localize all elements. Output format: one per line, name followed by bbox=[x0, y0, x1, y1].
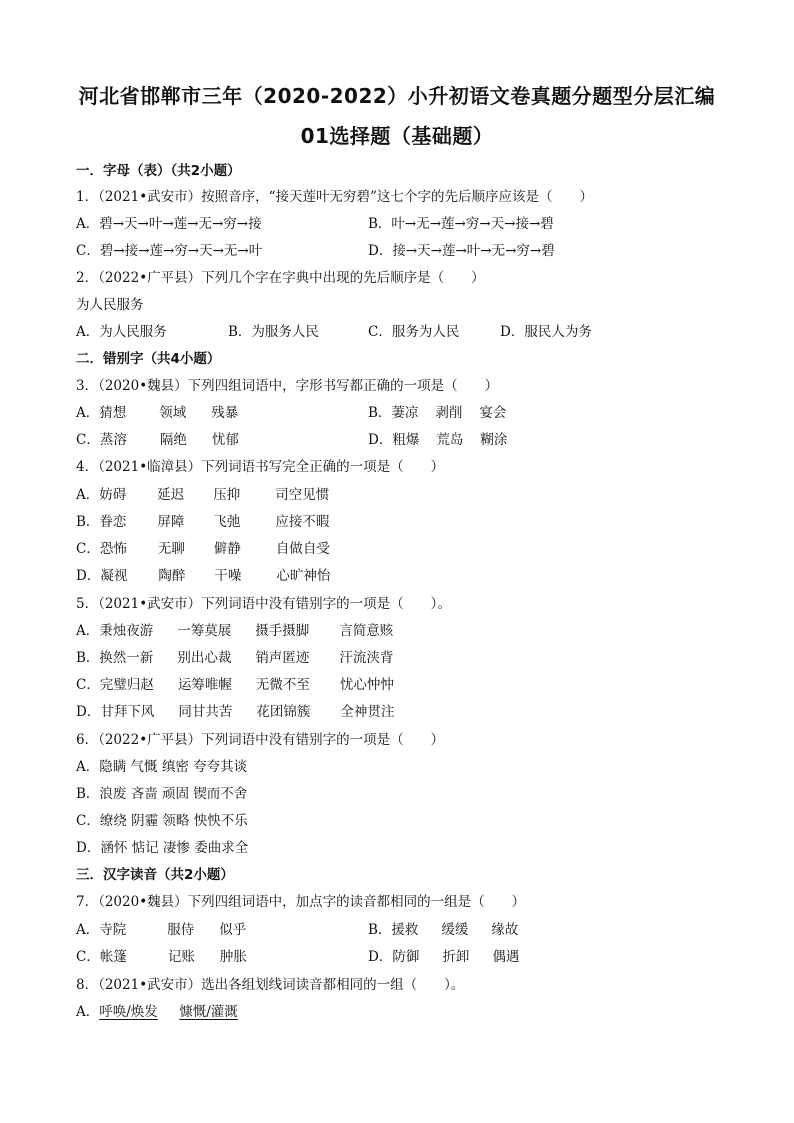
option-word: 荒岛 bbox=[436, 432, 464, 448]
option-word: 寺院 bbox=[99, 922, 127, 938]
question-3-option-b bbox=[368, 404, 506, 422]
option-word: 应接不暇 bbox=[275, 514, 330, 530]
option-label: C． bbox=[76, 541, 100, 557]
option-word: 完璧归赵 bbox=[99, 677, 154, 693]
option-word: 无微不至 bbox=[255, 677, 310, 693]
option-word: 残暴 bbox=[211, 405, 239, 421]
question-7-option-a bbox=[76, 921, 246, 939]
question-7-option-d bbox=[368, 948, 519, 966]
question-8-option-a bbox=[76, 1003, 238, 1021]
option-word: 蒸溶 bbox=[99, 432, 127, 448]
question-1-option-d: D．接→天→莲→叶→无→穷→碧 bbox=[368, 243, 555, 259]
question-7-stem: 7．（2020•魏县）下列四组词语中，加点字的读音都相同的一组是（ ） bbox=[76, 894, 526, 910]
question-5-stem: 5．（2021•武安市）下列词语中没有错别字的一项是（ ）。 bbox=[76, 596, 451, 612]
option-label: A． bbox=[76, 623, 100, 639]
option-word: 似乎 bbox=[219, 922, 247, 938]
section-heading-2: 二．错别字（共4小题） bbox=[76, 351, 221, 367]
option-word: 妨碍 bbox=[99, 487, 127, 503]
question-5-option-a bbox=[76, 622, 393, 640]
question-3-option-a bbox=[76, 404, 238, 422]
option-word: 缓缓 bbox=[441, 922, 469, 938]
option-word: 防御 bbox=[392, 949, 420, 965]
option-label: D． bbox=[368, 949, 393, 965]
question-4-option-d bbox=[76, 567, 330, 585]
question-3-option-d bbox=[368, 431, 507, 449]
option-word: 糊涂 bbox=[480, 432, 508, 448]
question-6-stem: 6．（2022•广平县）下列词语中没有错别字的一项是（ ） bbox=[76, 732, 445, 748]
question-2-option-a: A．为人民服务 bbox=[76, 324, 167, 340]
option-word: 销声匿迹 bbox=[255, 650, 310, 666]
question-5-option-b bbox=[76, 649, 393, 667]
option-word: 全神贯注 bbox=[340, 704, 395, 720]
question-2-option-b: B．为服务人民 bbox=[228, 324, 319, 340]
option-word: 自做自受 bbox=[275, 541, 330, 557]
option-word: 宴会 bbox=[479, 405, 507, 421]
option-word: 压抑 bbox=[213, 487, 241, 503]
question-6-option-c: C．缭绕 阴霾 领略 怏怏不乐 bbox=[76, 813, 248, 829]
option-word: 缘故 bbox=[491, 922, 519, 938]
option-word: 换然一新 bbox=[99, 650, 154, 666]
option-word: 屏障 bbox=[157, 514, 185, 530]
question-5-option-c bbox=[76, 676, 394, 694]
option-word: 记账 bbox=[167, 949, 195, 965]
option-label: B． bbox=[76, 514, 100, 530]
option-word: 肿胀 bbox=[219, 949, 247, 965]
question-1-option-a: A．碧→天→叶→莲→无→穷→接 bbox=[76, 216, 262, 232]
option-word: 甘拜下风 bbox=[100, 704, 155, 720]
option-word: 花团锦簇 bbox=[256, 704, 311, 720]
option-word: 恐怖 bbox=[99, 541, 127, 557]
option-label: D． bbox=[368, 432, 393, 448]
option-label: A． bbox=[76, 487, 100, 503]
option-label: C． bbox=[76, 677, 100, 693]
option-word: 剥削 bbox=[435, 405, 463, 421]
question-1-option-b: B．叶→无→莲→穷→天→接→碧 bbox=[368, 216, 554, 232]
option-word: 秉烛夜游 bbox=[99, 623, 154, 639]
option-word: 僻静 bbox=[213, 541, 241, 557]
option-label: D． bbox=[76, 568, 101, 584]
question-5-option-d bbox=[76, 703, 394, 721]
question-7-option-b bbox=[368, 921, 518, 939]
option-label: B． bbox=[76, 650, 100, 666]
option-word: 运筹唯幄 bbox=[177, 677, 232, 693]
option-word: 隔绝 bbox=[159, 432, 187, 448]
question-7-option-c bbox=[76, 948, 247, 966]
option-label: A． bbox=[76, 922, 100, 938]
option-word-underlined: 慷慨/灌溉 bbox=[179, 1004, 238, 1020]
option-word: 别出心裁 bbox=[177, 650, 232, 666]
option-word: 一筹莫展 bbox=[177, 623, 232, 639]
question-4-option-b bbox=[76, 513, 329, 531]
question-6-option-b: B．浪废 吝啬 顽固 锲而不舍 bbox=[76, 786, 248, 802]
question-6-option-a: A．隐瞒 气慨 缜密 夸夸其谈 bbox=[76, 759, 248, 775]
question-3-option-c bbox=[76, 431, 239, 449]
option-word: 同甘共苦 bbox=[178, 704, 233, 720]
question-4-option-a bbox=[76, 486, 329, 504]
option-word: 无聊 bbox=[157, 541, 185, 557]
question-4-option-c bbox=[76, 540, 330, 558]
option-word: 忧郁 bbox=[211, 432, 239, 448]
section-heading-3: 三．汉字读音（共2小题） bbox=[76, 867, 234, 883]
question-1-option-c: C．碧→接→莲→穷→天→无→叶 bbox=[76, 243, 263, 259]
option-word: 飞弛 bbox=[213, 514, 241, 530]
option-word: 心旷神怡 bbox=[276, 568, 331, 584]
option-word: 折卸 bbox=[442, 949, 470, 965]
option-word: 摄手摄脚 bbox=[255, 623, 310, 639]
option-label: A． bbox=[76, 1004, 100, 1020]
question-2-option-c: C．服务为人民 bbox=[368, 324, 460, 340]
question-3-stem: 3．（2020•魏县）下列四组词语中，字形书写都正确的一项是（ ） bbox=[76, 378, 499, 394]
option-word: 眷恋 bbox=[99, 514, 127, 530]
option-word: 延迟 bbox=[157, 487, 185, 503]
section-heading-1: 一．字母（表）（共2小题） bbox=[76, 163, 241, 179]
question-2-stem: 2．（2022•广平县）下列几个字在字典中出现的先后顺序是（ ） bbox=[76, 270, 485, 286]
question-2-option-d: D．服民人为务 bbox=[500, 324, 592, 340]
option-word: 领域 bbox=[159, 405, 187, 421]
option-word: 偶遇 bbox=[492, 949, 520, 965]
option-label: C． bbox=[76, 432, 100, 448]
option-word: 汗流浃背 bbox=[339, 650, 394, 666]
question-1-stem: 1．（2021•武安市）按照音序，“接天莲叶无穷碧”这七个字的先后顺序应该是（ ） bbox=[76, 189, 593, 205]
option-label: B． bbox=[368, 405, 392, 421]
option-word: 言简意赅 bbox=[339, 623, 394, 639]
option-word: 干噪 bbox=[214, 568, 242, 584]
option-word: 司空见惯 bbox=[275, 487, 330, 503]
option-word: 援救 bbox=[391, 922, 419, 938]
question-8-stem: 8．（2021•武安市）选出各组划线词读音都相同的一组（ ）。 bbox=[76, 977, 465, 993]
option-label: D． bbox=[76, 704, 101, 720]
option-word: 帐篷 bbox=[99, 949, 127, 965]
option-word: 凝视 bbox=[100, 568, 128, 584]
option-word: 服侍 bbox=[167, 922, 195, 938]
option-word-underlined: 呼唤/焕发 bbox=[99, 1004, 158, 1020]
option-word: 粗爆 bbox=[392, 432, 420, 448]
option-label: C． bbox=[76, 949, 100, 965]
option-label: A． bbox=[76, 405, 100, 421]
question-4-stem: 4．（2021•临漳县）下列词语书写完全正确的一项是（ ） bbox=[76, 459, 445, 475]
option-label: B． bbox=[368, 922, 392, 938]
option-word: 忧心忡忡 bbox=[339, 677, 394, 693]
question-6-option-d: D．涵怀 惦记 凄惨 委曲求全 bbox=[76, 840, 249, 856]
option-word: 萋凉 bbox=[391, 405, 419, 421]
option-word: 猜想 bbox=[99, 405, 127, 421]
page-title: 河北省邯郸市三年（2020-2022）小升初语文卷真题分题型分层汇编 bbox=[78, 84, 716, 108]
page-subtitle: 01选择题（基础题） bbox=[300, 124, 494, 148]
option-word: 陶醉 bbox=[158, 568, 186, 584]
question-2-subtext: 为人民服务 bbox=[76, 297, 144, 313]
